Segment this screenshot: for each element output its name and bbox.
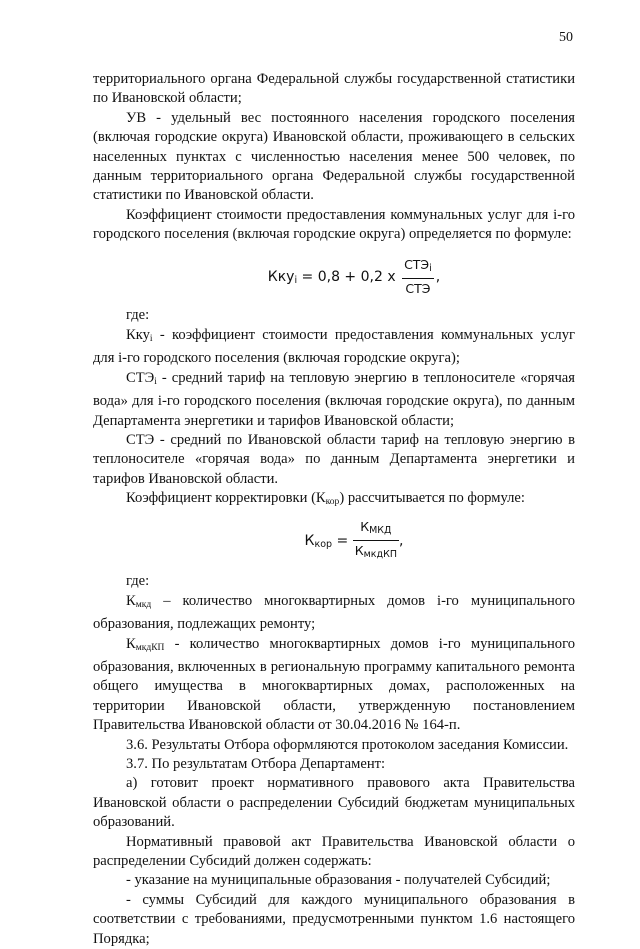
- formula-kku-fraction: [402, 255, 434, 299]
- formula-kku-lhs: Кку: [267, 268, 295, 285]
- formula-kku: [133, 255, 575, 299]
- formula-kkor-denominator: $К_{мкдКП}$: [354, 542, 397, 560]
- document-body: [93, 70, 575, 949]
- paragraph-act-contents: Нормативный правовой акт Правительства Ивановской области о распределении Субсидий должен содержать:: [93, 833, 575, 870]
- page-number: 50: [559, 30, 573, 45]
- formula-kkor: [133, 517, 575, 565]
- paragraph-ste-i-definition: $СТЭ_i$ - средний тариф на тепловую энергию в теплоносителе «горячая вода» для i-го городского поселения (включая городские округа), по данным Департамента энергетики и тарифов Ивановской области;: [93, 369, 575, 429]
- list-item-recipients: - указание на муниципальные образования - получателей Субсидий;: [126, 872, 551, 889]
- paragraph-3-7: 3.7. По результатам Отбора Департамент:: [126, 756, 386, 772]
- formula-kku-lhs-sub: i: [294, 274, 298, 286]
- list-item-amounts: - суммы Субсидий для каждого муниципального образования в соответствии с требованиями, предусмотренными пунктом 1.6 настоящего Порядка;: [93, 891, 575, 947]
- paragraph-kkor-intro: Коэффициент корректировки $(К_{кор})$ рассчитывается по формуле:: [126, 490, 525, 508]
- where-label-1: где:: [126, 307, 150, 324]
- paragraph-kku-definition: Кку$_i$ - коэффициент стоимости предоставления коммунальных услуг для i-го городского поселения (включая городские округа);: [93, 326, 575, 367]
- paragraph-kmkd-definition: $К_{мкд}$ – количество многоквартирных домов i-го муниципального образования, подлежащих ремонту;: [93, 592, 575, 633]
- formula-kkor-lhs: К: [304, 532, 315, 549]
- paragraph-ste-definition: СТЭ - средний по Ивановской области тариф на тепловую энергию в теплоносителе «горячая вода» по данным Департамента энергетики и тарифов Ивановской области.: [93, 431, 575, 487]
- formula-kkor-tail: ,: [398, 532, 404, 549]
- paragraph-continuation: территориального органа Федеральной службы государственной статистики по Ивановской области;: [93, 71, 575, 107]
- formula-kkor-eq: =: [332, 532, 353, 549]
- formula-kku-denominator: СТЭ: [405, 281, 431, 297]
- formula-kku-numerator: $СТЭ_i$: [402, 255, 434, 279]
- paragraph-3-7-a: а) готовит проект нормативного правового акта Правительства Ивановской области о распределении Субсидий бюджетам муниципальных образований.: [93, 775, 575, 831]
- formula-kkor-lhs-sub: кор: [314, 538, 333, 550]
- formula-kkor-numerator: $К_{МКД}$: [353, 517, 399, 541]
- paragraph-kku-intro: Коэффициент стоимости предоставления коммунальных услуг для i-го городского поселения (включая городские округа) определяется по формуле:: [93, 206, 575, 243]
- paragraph-uv-definition: УВ - удельный вес постоянного населения городского поселения (включая городские округа) Ивановской области, проживающего в сельских населенных пунктах с численностью населения менее 500 человек, по данным территориального органа Федеральной службы государственной статистики по Ивановской области.: [93, 109, 575, 204]
- paragraph-3-6: 3.6. Результаты Отбора оформляются протоколом заседания Комиссии.: [126, 736, 569, 753]
- formula-kku-tail: ,: [435, 268, 441, 285]
- paragraph-kmkdkp-definition: $К_{мкдКП}$ - количество многоквартирных домов i-го муниципального образования, включенных в региональную программу капитального ремонта общего имущества в многоквартирных домах, расположенных на территории Ивановской области, утвержденную постановлением Правительства Ивановской области от 30.04.2016 № 164-п.: [93, 635, 575, 734]
- formula-kkor-fraction: [353, 517, 399, 565]
- formula-kku-middle: = 0,8 + 0,2 x: [297, 268, 401, 285]
- where-label-2: где:: [126, 573, 150, 590]
